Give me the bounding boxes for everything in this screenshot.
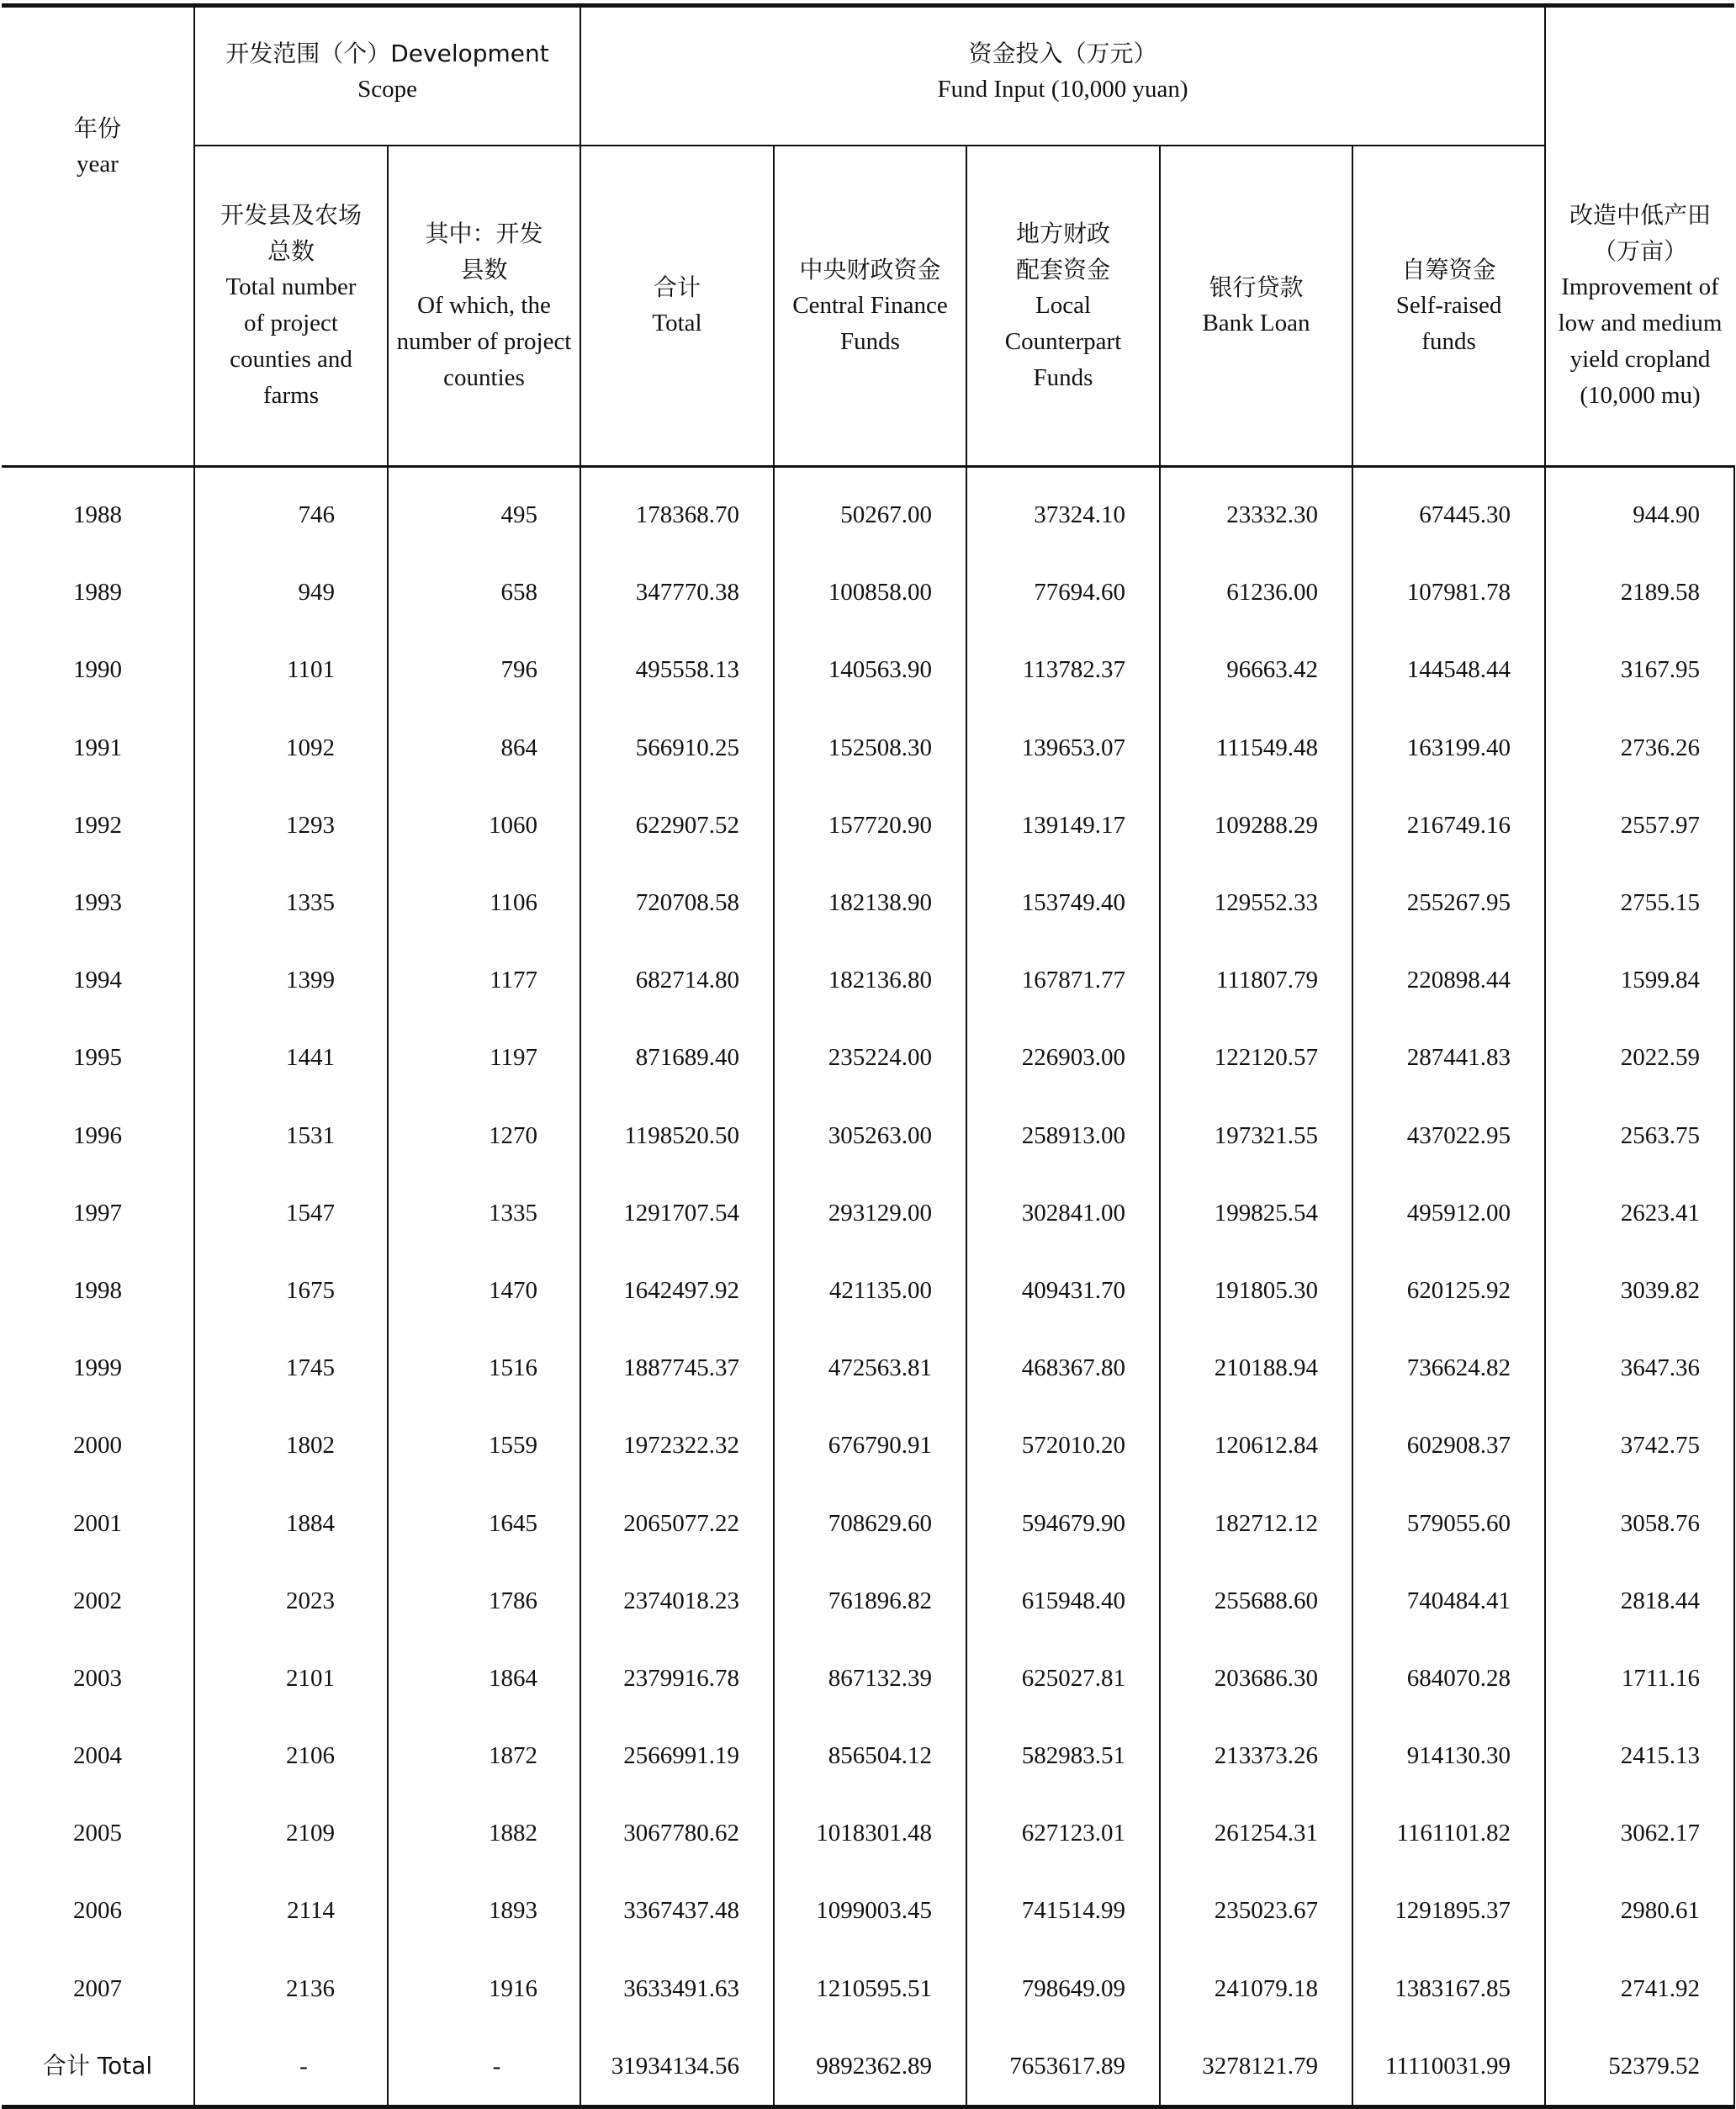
header-total-counties-farms bbox=[194, 146, 388, 467]
cell-improvement: 1599.84 bbox=[1545, 941, 1734, 1019]
cell-bank-loan: 203686.30 bbox=[1160, 1640, 1352, 1717]
cell-self-raised: 602908.37 bbox=[1352, 1407, 1545, 1484]
cell-of-which-counties: 1786 bbox=[388, 1562, 580, 1640]
cell-central-finance: 1099003.45 bbox=[774, 1872, 966, 1949]
cell-improvement: 3062.17 bbox=[1545, 1794, 1734, 1872]
header-fund-input bbox=[580, 6, 1545, 146]
header-line: Funds bbox=[1033, 363, 1093, 391]
cell-year: 1994 bbox=[2, 941, 194, 1019]
cell-fund-total: 347770.38 bbox=[580, 554, 774, 631]
cell-year: 1995 bbox=[2, 1019, 194, 1096]
cell-improvement: 2189.58 bbox=[1545, 554, 1734, 631]
cell-self-raised: 216749.16 bbox=[1352, 787, 1545, 864]
cell-total-counties-farms: 1441 bbox=[194, 1019, 388, 1096]
cell-improvement: 2557.97 bbox=[1545, 787, 1734, 864]
cell-year: 2002 bbox=[2, 1562, 194, 1640]
cell-self-raised: 579055.60 bbox=[1352, 1484, 1545, 1561]
cell-of-which-counties: 1882 bbox=[388, 1794, 580, 1872]
cell-total-counties-farms: 2136 bbox=[194, 1950, 388, 2027]
cell-fund-total: 720708.58 bbox=[580, 864, 774, 941]
cell-year: 合计 Total bbox=[2, 2027, 194, 2107]
cell-bank-loan: 182712.12 bbox=[1160, 1484, 1352, 1561]
table-row bbox=[2, 1794, 1734, 1872]
table-row bbox=[2, 631, 1734, 708]
cell-bank-loan: 199825.54 bbox=[1160, 1174, 1352, 1252]
cell-improvement: 2741.92 bbox=[1545, 1950, 1734, 2027]
table-row bbox=[2, 787, 1734, 864]
cell-of-which-counties: 1516 bbox=[388, 1329, 580, 1407]
cell-self-raised: 144548.44 bbox=[1352, 631, 1545, 708]
cell-local-counterpart: 615948.40 bbox=[966, 1562, 1160, 1640]
data-table bbox=[2, 3, 1735, 2109]
cell-total-counties-farms: 2114 bbox=[194, 1872, 388, 1949]
cell-year: 2005 bbox=[2, 1794, 194, 1872]
cell-self-raised: 163199.40 bbox=[1352, 709, 1545, 787]
header-self-raised-text bbox=[1353, 252, 1544, 360]
cell-fund-total: 3067780.62 bbox=[580, 1794, 774, 1872]
cell-fund-total: 2065077.22 bbox=[580, 1484, 774, 1561]
header-line: 总数 bbox=[267, 237, 315, 266]
cell-local-counterpart: 798649.09 bbox=[966, 1950, 1160, 2027]
cell-local-counterpart: 139149.17 bbox=[966, 787, 1160, 864]
cell-fund-total: 178368.70 bbox=[580, 467, 774, 554]
header-bank-loan bbox=[1160, 146, 1352, 467]
cell-total-counties-farms: 2023 bbox=[194, 1562, 388, 1640]
cell-year: 1993 bbox=[2, 864, 194, 941]
cell-self-raised: 1161101.82 bbox=[1352, 1794, 1545, 1872]
cell-self-raised: 740484.41 bbox=[1352, 1562, 1545, 1640]
header-development-scope bbox=[194, 6, 580, 146]
cell-self-raised: 220898.44 bbox=[1352, 941, 1545, 1019]
cell-local-counterpart: 625027.81 bbox=[966, 1640, 1160, 1717]
cell-fund-total: 566910.25 bbox=[580, 709, 774, 787]
header-line: 配套资金 bbox=[1015, 255, 1110, 283]
table-row bbox=[2, 1097, 1734, 1174]
cell-of-which-counties: 864 bbox=[388, 709, 580, 787]
header-line: counties and bbox=[230, 346, 352, 374]
cell-of-which-counties: 796 bbox=[388, 631, 580, 708]
cell-local-counterpart: 153749.40 bbox=[966, 864, 1160, 941]
cell-bank-loan: 3278121.79 bbox=[1160, 2027, 1352, 2107]
cell-year: 1992 bbox=[2, 787, 194, 864]
cell-self-raised: 11110031.99 bbox=[1352, 2027, 1545, 2107]
cell-of-which-counties: 1916 bbox=[388, 1950, 580, 2027]
cell-central-finance: 100858.00 bbox=[774, 554, 966, 631]
cell-total-counties-farms: 2106 bbox=[194, 1717, 388, 1794]
cell-improvement: 3039.82 bbox=[1545, 1252, 1734, 1329]
header-central-finance-text bbox=[775, 252, 966, 360]
cell-local-counterpart: 37324.10 bbox=[966, 467, 1160, 554]
cell-total-counties-farms: 1531 bbox=[194, 1097, 388, 1174]
cell-fund-total: 1642497.92 bbox=[580, 1252, 774, 1329]
header-of-which-counties bbox=[388, 146, 580, 467]
cell-self-raised: 437022.95 bbox=[1352, 1097, 1545, 1174]
cell-central-finance: 50267.00 bbox=[774, 467, 966, 554]
cell-of-which-counties: 1872 bbox=[388, 1717, 580, 1794]
cell-fund-total: 682714.80 bbox=[580, 941, 774, 1019]
cell-bank-loan: 197321.55 bbox=[1160, 1097, 1352, 1174]
cell-year: 1998 bbox=[2, 1252, 194, 1329]
header-fund-total bbox=[580, 146, 774, 467]
cell-bank-loan: 111807.79 bbox=[1160, 941, 1352, 1019]
cell-of-which-counties: 1864 bbox=[388, 1640, 580, 1717]
cell-fund-total: 2379916.78 bbox=[580, 1640, 774, 1717]
cell-of-which-counties: 1645 bbox=[388, 1484, 580, 1561]
cell-bank-loan: 111549.48 bbox=[1160, 709, 1352, 787]
cell-of-which-counties: - bbox=[388, 2027, 580, 2107]
cell-local-counterpart: 594679.90 bbox=[966, 1484, 1160, 1561]
cell-of-which-counties: 1270 bbox=[388, 1097, 580, 1174]
cell-central-finance: 305263.00 bbox=[774, 1097, 966, 1174]
cell-local-counterpart: 627123.01 bbox=[966, 1794, 1160, 1872]
table-row bbox=[2, 1329, 1734, 1407]
cell-central-finance: 293129.00 bbox=[774, 1174, 966, 1252]
cell-central-finance: 182138.90 bbox=[774, 864, 966, 941]
header-line: funds bbox=[1421, 327, 1476, 355]
header-line: 自筹资金 bbox=[1401, 255, 1496, 283]
cell-improvement: 2818.44 bbox=[1545, 1562, 1734, 1640]
header-line: (10,000 mu) bbox=[1580, 381, 1701, 409]
cell-year: 1999 bbox=[2, 1329, 194, 1407]
cell-local-counterpart: 226903.00 bbox=[966, 1019, 1160, 1096]
cell-year: 2003 bbox=[2, 1640, 194, 1717]
cell-of-which-counties: 495 bbox=[388, 467, 580, 554]
cell-central-finance: 708629.60 bbox=[774, 1484, 966, 1561]
cell-fund-total: 1198520.50 bbox=[580, 1097, 774, 1174]
cell-improvement: 2736.26 bbox=[1545, 709, 1734, 787]
cell-total-counties-farms: - bbox=[194, 2027, 388, 2107]
cell-local-counterpart: 139653.07 bbox=[966, 709, 1160, 787]
header-line: of project bbox=[244, 310, 338, 337]
header-line: 合计 bbox=[653, 273, 701, 302]
cell-improvement: 2415.13 bbox=[1545, 1717, 1734, 1794]
cell-central-finance: 1018301.48 bbox=[774, 1794, 966, 1872]
cell-total-counties-farms: 2109 bbox=[194, 1794, 388, 1872]
table-header bbox=[2, 6, 1734, 467]
cell-bank-loan: 261254.31 bbox=[1160, 1794, 1352, 1872]
header-central-finance bbox=[774, 146, 966, 467]
cell-of-which-counties: 658 bbox=[388, 554, 580, 631]
cell-bank-loan: 210188.94 bbox=[1160, 1329, 1352, 1407]
cell-bank-loan: 191805.30 bbox=[1160, 1252, 1352, 1329]
cell-central-finance: 1210595.51 bbox=[774, 1950, 966, 2027]
cell-bank-loan: 122120.57 bbox=[1160, 1019, 1352, 1096]
cell-central-finance: 235224.00 bbox=[774, 1019, 966, 1096]
cell-central-finance: 140563.90 bbox=[774, 631, 966, 708]
header-line: farms bbox=[262, 382, 320, 410]
cell-year: 1997 bbox=[2, 1174, 194, 1252]
header-local-counterpart bbox=[966, 146, 1160, 467]
cell-central-finance: 157720.90 bbox=[774, 787, 966, 864]
header-improvement bbox=[1545, 6, 1734, 467]
cell-total-counties-farms: 1745 bbox=[194, 1329, 388, 1407]
cell-central-finance: 676790.91 bbox=[774, 1407, 966, 1484]
cell-improvement: 52379.52 bbox=[1545, 2027, 1734, 2107]
cell-self-raised: 914130.30 bbox=[1352, 1717, 1545, 1794]
header-line: 资金投入（万元） bbox=[968, 40, 1157, 68]
cell-total-counties-farms: 1675 bbox=[194, 1252, 388, 1329]
cell-self-raised: 620125.92 bbox=[1352, 1252, 1545, 1329]
cell-year: 2000 bbox=[2, 1407, 194, 1484]
table-row bbox=[2, 1640, 1734, 1717]
cell-fund-total: 3633491.63 bbox=[580, 1950, 774, 2027]
table-row bbox=[2, 1019, 1734, 1096]
cell-total-counties-farms: 949 bbox=[194, 554, 388, 631]
cell-bank-loan: 61236.00 bbox=[1160, 554, 1352, 631]
cell-fund-total: 871689.40 bbox=[580, 1019, 774, 1096]
header-line: 银行贷款 bbox=[1209, 273, 1304, 302]
cell-central-finance: 761896.82 bbox=[774, 1562, 966, 1640]
header-line: Improvement of bbox=[1561, 273, 1719, 300]
header-line: 中央财政资金 bbox=[799, 255, 941, 283]
table-row bbox=[2, 864, 1734, 941]
cell-total-counties-farms: 746 bbox=[194, 467, 388, 554]
cell-total-counties-farms: 1399 bbox=[194, 941, 388, 1019]
table-row bbox=[2, 1950, 1734, 2027]
header-self-raised bbox=[1352, 146, 1545, 467]
cell-year: 2001 bbox=[2, 1484, 194, 1561]
cell-local-counterpart: 409431.70 bbox=[966, 1252, 1160, 1329]
table-body bbox=[2, 467, 1734, 2107]
cell-fund-total: 2566991.19 bbox=[580, 1717, 774, 1794]
header-line: Self-raised bbox=[1395, 291, 1502, 319]
header-line: 开发县及农场 bbox=[220, 201, 362, 230]
cell-total-counties-farms: 1101 bbox=[194, 631, 388, 708]
cell-bank-loan: 23332.30 bbox=[1160, 467, 1352, 554]
cell-total-counties-farms: 1547 bbox=[194, 1174, 388, 1252]
cell-bank-loan: 96663.42 bbox=[1160, 631, 1352, 708]
header-bank-loan-text bbox=[1161, 269, 1352, 342]
cell-central-finance: 421135.00 bbox=[774, 1252, 966, 1329]
cell-local-counterpart: 302841.00 bbox=[966, 1174, 1160, 1252]
cell-self-raised: 255267.95 bbox=[1352, 864, 1545, 941]
header-line: Scope bbox=[357, 76, 417, 103]
cell-total-counties-farms: 1293 bbox=[194, 787, 388, 864]
cell-self-raised: 1291895.37 bbox=[1352, 1872, 1545, 1949]
header-line: Of which, the bbox=[417, 291, 551, 319]
cell-fund-total: 1887745.37 bbox=[580, 1329, 774, 1407]
header-development-scope-text bbox=[195, 35, 580, 108]
cell-improvement: 1711.16 bbox=[1545, 1640, 1734, 1717]
cell-self-raised: 736624.82 bbox=[1352, 1329, 1545, 1407]
cell-fund-total: 3367437.48 bbox=[580, 1872, 774, 1949]
cell-of-which-counties: 1335 bbox=[388, 1174, 580, 1252]
cell-central-finance: 182136.80 bbox=[774, 941, 966, 1019]
table-row bbox=[2, 1872, 1734, 1949]
cell-central-finance: 856504.12 bbox=[774, 1717, 966, 1794]
header-line: Funds bbox=[840, 327, 900, 355]
header-line: counties bbox=[443, 363, 525, 391]
cell-year: 1990 bbox=[2, 631, 194, 708]
cell-of-which-counties: 1470 bbox=[388, 1252, 580, 1329]
header-line: number of project bbox=[396, 327, 572, 355]
cell-local-counterpart: 582983.51 bbox=[966, 1717, 1160, 1794]
header-line: Total number bbox=[225, 273, 357, 301]
cell-bank-loan: 109288.29 bbox=[1160, 787, 1352, 864]
cell-local-counterpart: 741514.99 bbox=[966, 1872, 1160, 1949]
cell-year: 1989 bbox=[2, 554, 194, 631]
table-row bbox=[2, 1407, 1734, 1484]
cell-improvement: 2980.61 bbox=[1545, 1872, 1734, 1949]
cell-total-counties-farms: 2101 bbox=[194, 1640, 388, 1717]
cell-central-finance: 472563.81 bbox=[774, 1329, 966, 1407]
header-line: Bank Loan bbox=[1202, 310, 1310, 337]
cell-total-counties-farms: 1802 bbox=[194, 1407, 388, 1484]
cell-improvement: 2022.59 bbox=[1545, 1019, 1734, 1096]
cell-improvement: 2563.75 bbox=[1545, 1097, 1734, 1174]
cell-self-raised: 107981.78 bbox=[1352, 554, 1545, 631]
cell-central-finance: 9892362.89 bbox=[774, 2027, 966, 2107]
cell-improvement: 2755.15 bbox=[1545, 864, 1734, 941]
cell-fund-total: 1291707.54 bbox=[580, 1174, 774, 1252]
cell-of-which-counties: 1060 bbox=[388, 787, 580, 864]
cell-local-counterpart: 572010.20 bbox=[966, 1407, 1160, 1484]
header-fund-total-text bbox=[581, 269, 773, 342]
cell-of-which-counties: 1893 bbox=[388, 1872, 580, 1949]
header-total-counties-farms-text bbox=[195, 197, 387, 414]
cell-year: 2006 bbox=[2, 1872, 194, 1949]
cell-bank-loan: 213373.26 bbox=[1160, 1717, 1352, 1794]
header-line: 改造中低产田 bbox=[1569, 200, 1712, 229]
cell-local-counterpart: 258913.00 bbox=[966, 1097, 1160, 1174]
cell-central-finance: 867132.39 bbox=[774, 1640, 966, 1717]
cell-bank-loan: 255688.60 bbox=[1160, 1562, 1352, 1640]
cell-of-which-counties: 1106 bbox=[388, 864, 580, 941]
cell-bank-loan: 235023.67 bbox=[1160, 1872, 1352, 1949]
cell-fund-total: 622907.52 bbox=[580, 787, 774, 864]
cell-improvement: 2623.41 bbox=[1545, 1174, 1734, 1252]
table-row bbox=[2, 1562, 1734, 1640]
header-line: 其中：开发 bbox=[425, 219, 543, 247]
table-row bbox=[2, 1717, 1734, 1794]
header-year bbox=[2, 6, 194, 467]
cell-total-counties-farms: 1335 bbox=[194, 864, 388, 941]
cell-improvement: 3167.95 bbox=[1545, 631, 1734, 708]
cell-fund-total: 495558.13 bbox=[580, 631, 774, 708]
cell-fund-total: 1972322.32 bbox=[580, 1407, 774, 1484]
header-line: Central Finance bbox=[792, 291, 948, 319]
header-line: （万亩） bbox=[1593, 236, 1688, 265]
table-row-total bbox=[2, 2027, 1734, 2107]
header-line: low and medium bbox=[1558, 309, 1723, 336]
cell-local-counterpart: 468367.80 bbox=[966, 1329, 1160, 1407]
header-line: Fund Input (10,000 yuan) bbox=[937, 76, 1188, 103]
table-row bbox=[2, 467, 1734, 554]
cell-self-raised: 67445.30 bbox=[1352, 467, 1545, 554]
cell-fund-total: 2374018.23 bbox=[580, 1562, 774, 1640]
header-line: yield cropland bbox=[1569, 345, 1711, 373]
table-row bbox=[2, 554, 1734, 631]
cell-year: 1991 bbox=[2, 709, 194, 787]
cell-local-counterpart: 7653617.89 bbox=[966, 2027, 1160, 2107]
cell-of-which-counties: 1197 bbox=[388, 1019, 580, 1096]
cell-of-which-counties: 1559 bbox=[388, 1407, 580, 1484]
table-row bbox=[2, 1174, 1734, 1252]
cell-local-counterpart: 77694.60 bbox=[966, 554, 1160, 631]
table-row bbox=[2, 709, 1734, 787]
cell-year: 1988 bbox=[2, 467, 194, 554]
header-line: 县数 bbox=[460, 255, 508, 283]
cell-year: 2004 bbox=[2, 1717, 194, 1794]
header-line: Local bbox=[1035, 291, 1091, 319]
cell-bank-loan: 241079.18 bbox=[1160, 1950, 1352, 2027]
cell-year: 2007 bbox=[2, 1950, 194, 2027]
cell-improvement: 3742.75 bbox=[1545, 1407, 1734, 1484]
cell-fund-total: 31934134.56 bbox=[580, 2027, 774, 2107]
table-row bbox=[2, 1252, 1734, 1329]
cell-self-raised: 684070.28 bbox=[1352, 1640, 1545, 1717]
cell-improvement: 3058.76 bbox=[1545, 1484, 1734, 1561]
table-row bbox=[2, 1484, 1734, 1561]
header-fund-input-text bbox=[581, 35, 1544, 108]
cell-local-counterpart: 113782.37 bbox=[966, 631, 1160, 708]
cell-of-which-counties: 1177 bbox=[388, 941, 580, 1019]
header-improvement-text bbox=[1546, 197, 1734, 414]
cell-self-raised: 495912.00 bbox=[1352, 1174, 1545, 1252]
header-line: 年份 bbox=[73, 114, 121, 142]
cell-total-counties-farms: 1884 bbox=[194, 1484, 388, 1561]
header-year-text bbox=[2, 110, 193, 183]
cell-central-finance: 152508.30 bbox=[774, 709, 966, 787]
header-line: 开发范围（个）Development bbox=[225, 40, 549, 68]
header-line: Counterpart bbox=[1004, 327, 1122, 355]
table-row bbox=[2, 941, 1734, 1019]
cell-improvement: 3647.36 bbox=[1545, 1329, 1734, 1407]
cell-self-raised: 1383167.85 bbox=[1352, 1950, 1545, 2027]
cell-local-counterpart: 167871.77 bbox=[966, 941, 1160, 1019]
cell-total-counties-farms: 1092 bbox=[194, 709, 388, 787]
header-line: year bbox=[77, 151, 119, 178]
header-local-counterpart-text bbox=[967, 215, 1159, 396]
cell-improvement: 944.90 bbox=[1545, 467, 1734, 554]
cell-bank-loan: 120612.84 bbox=[1160, 1407, 1352, 1484]
header-line: Total bbox=[652, 310, 702, 337]
cell-year: 1996 bbox=[2, 1097, 194, 1174]
header-line: 地方财政 bbox=[1015, 219, 1110, 247]
cell-self-raised: 287441.83 bbox=[1352, 1019, 1545, 1096]
header-of-which-counties-text bbox=[389, 215, 580, 396]
cell-bank-loan: 129552.33 bbox=[1160, 864, 1352, 941]
